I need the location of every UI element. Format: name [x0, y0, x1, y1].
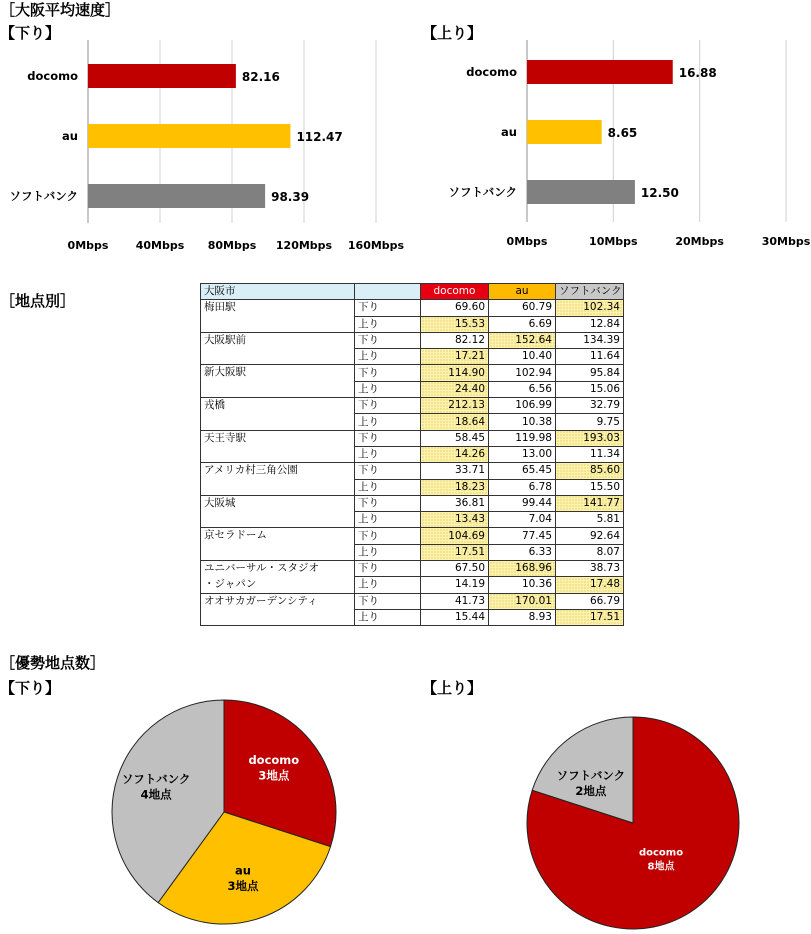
heading-average-speed: ［大阪平均速度］: [0, 1, 121, 19]
down-value-cell: 104.69: [421, 528, 489, 544]
pie-label-name: ソフトバンク: [121, 772, 191, 787]
down-value-cell: 85.60: [556, 463, 624, 479]
down-value-cell: 67.50: [421, 561, 489, 577]
direction-label-down: 下り: [355, 561, 421, 577]
down-value-cell: 66.79: [556, 593, 624, 609]
heading-advantage-count: ［優勢地点数］: [0, 654, 106, 672]
category-label: docomo: [466, 65, 517, 79]
down-value-cell: 69.60: [421, 300, 489, 316]
table-row: [201, 495, 624, 511]
category-label: au: [501, 125, 517, 139]
up-value-cell: 8.93: [489, 609, 556, 625]
down-value-cell: 102.34: [556, 300, 624, 316]
location-cell: [201, 593, 355, 626]
down-value-cell: 102.94: [489, 365, 556, 381]
down-value-cell: 119.98: [489, 430, 556, 446]
down-value-cell: 32.79: [556, 398, 624, 414]
tick-label: 20Mbps: [675, 235, 724, 248]
location-cell: [201, 495, 355, 528]
pie-label-name: docomo: [248, 752, 300, 767]
direction-label-down: 下り: [355, 463, 421, 479]
location-name: 京セラドーム: [204, 529, 267, 542]
direction-label-down: 下り: [355, 332, 421, 348]
table-row: [201, 463, 624, 479]
location-name: オオサカガーデンシティ: [204, 594, 318, 607]
up-value-cell: 12.84: [556, 316, 624, 332]
up-value-cell: 6.69: [489, 316, 556, 332]
category-label: ソフトバンク: [448, 185, 517, 199]
down-value-cell: 212.13: [421, 398, 489, 414]
up-value-cell: 10.36: [489, 577, 556, 593]
location-cell: [201, 365, 355, 398]
down-value-cell: 99.44: [489, 495, 556, 511]
up-value-cell: 18.23: [421, 479, 489, 495]
heading-pie-up: 【上り】: [422, 679, 483, 697]
value-label: 8.65: [607, 126, 638, 140]
tick-label: 160Mbps: [347, 239, 405, 252]
pie-label-name: au: [235, 863, 252, 878]
direction-label-down: 下り: [355, 593, 421, 609]
heading-avg-up: 【上り】: [422, 24, 483, 42]
tick-label: 10Mbps: [589, 235, 638, 248]
table-header-cell: au: [489, 284, 556, 300]
direction-label-up: 上り: [355, 609, 421, 625]
location-cell: [201, 332, 355, 365]
tick-label: 80Mbps: [207, 239, 257, 252]
up-value-cell: 14.19: [421, 577, 489, 593]
down-value-cell: 60.79: [489, 300, 556, 316]
value-label: 98.39: [271, 190, 310, 204]
down-value-cell: 114.90: [421, 365, 489, 381]
bar-2: [88, 184, 265, 208]
value-label: 16.88: [678, 66, 717, 80]
down-value-cell: 168.96: [489, 561, 556, 577]
value-label: 82.16: [241, 70, 280, 84]
direction-label-up: 上り: [355, 381, 421, 397]
up-value-cell: 10.38: [489, 414, 556, 430]
up-value-cell: 14.26: [421, 446, 489, 462]
location-speed-table: [200, 283, 624, 626]
up-value-cell: 6.78: [489, 479, 556, 495]
table-row: [201, 300, 624, 316]
down-value-cell: 33.71: [421, 463, 489, 479]
location-name: 戎橋: [204, 399, 225, 412]
up-value-cell: 17.21: [421, 349, 489, 365]
table-row: [201, 398, 624, 414]
up-value-cell: 9.75: [556, 414, 624, 430]
table-row: [201, 365, 624, 381]
up-value-cell: 10.40: [489, 349, 556, 365]
direction-label-up: 上り: [355, 349, 421, 365]
down-value-cell: 92.64: [556, 528, 624, 544]
up-value-cell: 18.64: [421, 414, 489, 430]
down-value-cell: 41.73: [421, 593, 489, 609]
pie-label-value: 3地点: [258, 768, 290, 783]
location-cell: [201, 398, 355, 431]
pie-label-name: ソフトバンク: [556, 768, 626, 783]
direction-label-up: 上り: [355, 544, 421, 560]
up-value-cell: 15.06: [556, 381, 624, 397]
direction-label-up: 上り: [355, 414, 421, 430]
up-value-cell: 15.53: [421, 316, 489, 332]
heading-pie-down: 【下り】: [0, 679, 61, 697]
tick-label: 0Mbps: [67, 239, 109, 252]
up-value-cell: 7.04: [489, 512, 556, 528]
pie-label-value: 8地点: [647, 861, 675, 873]
heading-avg-down: 【下り】: [0, 24, 61, 42]
direction-label-down: 下り: [355, 300, 421, 316]
down-value-cell: 58.45: [421, 430, 489, 446]
direction-label-down: 下り: [355, 528, 421, 544]
down-value-cell: 77.45: [489, 528, 556, 544]
bar-2: [527, 180, 635, 204]
table-row: [201, 528, 624, 544]
location-name-line2: ・ジャパン: [204, 578, 257, 591]
pie-label-value: 3地点: [227, 879, 259, 894]
pie-label-value: 2地点: [575, 783, 607, 798]
up-value-cell: 15.50: [556, 479, 624, 495]
location-cell: [201, 430, 355, 463]
bar-0: [527, 60, 673, 84]
value-label: 112.47: [296, 130, 343, 144]
heading-by-location: ［地点別］: [0, 292, 76, 310]
down-value-cell: 170.01: [489, 593, 556, 609]
up-value-cell: 24.40: [421, 381, 489, 397]
direction-label-down: 下り: [355, 398, 421, 414]
direction-label-up: 上り: [355, 316, 421, 332]
up-value-cell: 17.48: [556, 577, 624, 593]
table-header-cell: 大阪市: [201, 284, 355, 300]
location-name: 新大阪駅: [204, 366, 246, 379]
direction-label-up: 上り: [355, 512, 421, 528]
tick-label: 30Mbps: [761, 235, 811, 248]
down-value-cell: 193.03: [556, 430, 624, 446]
up-value-cell: 13.43: [421, 512, 489, 528]
up-value-cell: 17.51: [421, 544, 489, 560]
direction-label-up: 上り: [355, 446, 421, 462]
table-header-cell: [355, 284, 421, 300]
up-value-cell: 11.34: [556, 446, 624, 462]
location-cell: [201, 528, 355, 561]
tick-label: 0Mbps: [506, 235, 548, 248]
tick-label: 120Mbps: [275, 239, 333, 252]
up-value-cell: 8.07: [556, 544, 624, 560]
pie-label-value: 4地点: [140, 787, 172, 802]
down-value-cell: 95.84: [556, 365, 624, 381]
tick-label: 40Mbps: [135, 239, 185, 252]
category-label: docomo: [27, 69, 78, 83]
direction-label-up: 上り: [355, 577, 421, 593]
down-value-cell: 152.64: [489, 332, 556, 348]
direction-label-down: 下り: [355, 365, 421, 381]
up-value-cell: 17.51: [556, 609, 624, 625]
location-name: 梅田駅: [204, 301, 236, 314]
direction-label-up: 上り: [355, 479, 421, 495]
down-value-cell: 134.39: [556, 332, 624, 348]
down-value-cell: 106.99: [489, 398, 556, 414]
up-value-cell: 6.33: [489, 544, 556, 560]
bar-1: [527, 120, 602, 144]
down-value-cell: 65.45: [489, 463, 556, 479]
location-cell: [201, 561, 355, 594]
up-value-cell: 6.56: [489, 381, 556, 397]
up-value-cell: 11.64: [556, 349, 624, 365]
category-label: ソフトバンク: [9, 189, 78, 203]
bar-1: [88, 124, 290, 148]
down-value-cell: 141.77: [556, 495, 624, 511]
table-row: [201, 593, 624, 609]
pie-label-name: docomo: [638, 847, 684, 859]
table-header-cell: docomo: [421, 284, 489, 300]
table-row: [201, 332, 624, 348]
location-name: 大阪駅前: [204, 333, 246, 346]
location-name: 大阪城: [204, 496, 236, 509]
down-value-cell: 82.12: [421, 332, 489, 348]
value-label: 12.50: [640, 186, 679, 200]
location-name: アメリカ村三角公園: [204, 464, 298, 477]
table-row: [201, 430, 624, 446]
down-value-cell: 36.81: [421, 495, 489, 511]
location-name: ユニバーサル・スタジオ: [204, 562, 319, 575]
location-cell: [201, 463, 355, 496]
direction-label-down: 下り: [355, 430, 421, 446]
bar-0: [88, 64, 236, 88]
location-cell: [201, 300, 355, 333]
table-header-row: [201, 284, 624, 300]
down-value-cell: 38.73: [556, 561, 624, 577]
up-value-cell: 15.44: [421, 609, 489, 625]
up-value-cell: 13.00: [489, 446, 556, 462]
table-row: [201, 561, 624, 577]
category-label: au: [62, 129, 78, 143]
up-value-cell: 5.81: [556, 512, 624, 528]
table-header-cell: ソフトバンク: [556, 284, 624, 300]
direction-label-down: 下り: [355, 495, 421, 511]
location-name: 天王寺駅: [204, 431, 246, 444]
